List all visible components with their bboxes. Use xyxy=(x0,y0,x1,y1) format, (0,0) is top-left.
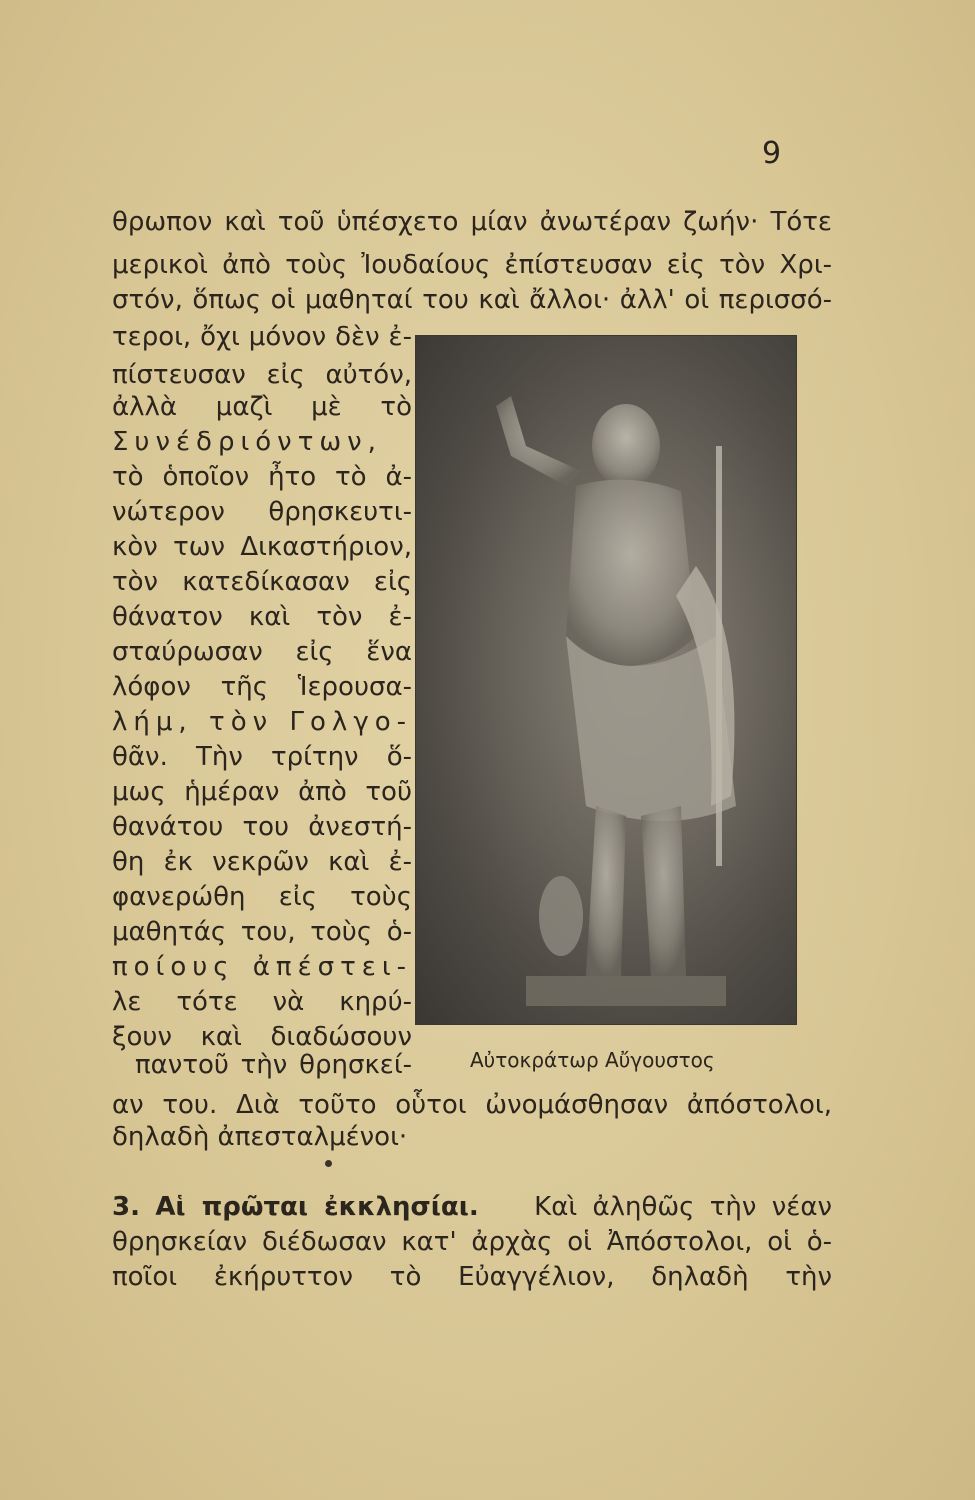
text-line: μαθητάς του, τοὺς ὁ- xyxy=(112,917,412,947)
text-line: θάνατον καὶ τὸν ἐ- xyxy=(112,602,412,632)
page-number: 9 xyxy=(762,136,782,171)
section-first-line xyxy=(112,1190,832,1224)
text-line: τὸ ὁποῖον ἦτο τὸ ἀ- xyxy=(112,462,412,492)
text-line: ποῖοι ἐκήρυττον τὸ Εὐαγγέλιον, δηλαδὴ τὴν xyxy=(112,1262,832,1292)
text-line: στόν, ὅπως οἱ μαθηταί του καὶ ἄλλοι· ἀλλ' οἱ περισσό- xyxy=(112,285,832,315)
statue-illustration xyxy=(416,336,796,1024)
text-line: μερικοὶ ἀπὸ τοὺς Ἰουδαίους ἐπίστευσαν εἰς τὸν Χρι- xyxy=(112,250,832,280)
text-line: λόφον τῆς Ἱερουσα- xyxy=(112,672,412,702)
text-line: θανάτου του ἀνεστή- xyxy=(112,812,412,842)
text-line: δηλαδὴ ἀπεσταλμένοι· xyxy=(112,1122,408,1152)
text-line: τὸν κατεδίκασαν εἰς xyxy=(112,567,412,597)
separator-dot xyxy=(325,1160,332,1167)
text-line: θᾶν. Τὴν τρίτην ὅ- xyxy=(112,742,412,772)
text-line: θη ἐκ νεκρῶν καὶ ἐ- xyxy=(112,847,412,877)
text-line: παντοῦ τὴν θρησκεί- xyxy=(135,1050,412,1080)
text-line: πίστευσαν εἰς αὐτόν, xyxy=(112,360,412,390)
text-line: ἀλλὰ μαζὶ μὲ τὸ xyxy=(112,392,412,422)
text-line: ποίους ἀπέστει- xyxy=(112,952,412,982)
text-line: ξουν καὶ διαδώσουν xyxy=(112,1022,412,1052)
section-number: 3. xyxy=(112,1192,140,1222)
section-title: Αἱ πρῶται ἐκκλησίαι. xyxy=(155,1192,479,1222)
augustus-statue-photo xyxy=(415,335,797,1025)
section-text: Καὶ ἀληθῶς τὴν νέαν xyxy=(534,1192,832,1222)
text-line: αν του. Διὰ τοῦτο οὗτοι ὠνομάσθησαν ἀπόστολοι, xyxy=(112,1090,832,1120)
text-line: Συνέδριόντων, xyxy=(112,427,382,457)
text-line: νώτερον θρησκευτι- xyxy=(112,497,412,527)
text-line: κὸν των Δικαστήριον, xyxy=(112,532,412,562)
text-line: φανερώθη εἰς τοὺς xyxy=(112,882,412,912)
text-line: μως ἡμέραν ἀπὸ τοῦ xyxy=(112,777,412,807)
text-line: λήμ, τὸν Γολγο- xyxy=(112,707,412,737)
text-line: σταύρωσαν εἰς ἕνα xyxy=(112,637,412,667)
text-line: τεροι, ὄχι μόνον δὲν ἐ- xyxy=(112,322,412,352)
figure-caption: Αὐτοκράτωρ Αὔγουστος xyxy=(470,1048,715,1072)
text-line: λε τότε νὰ κηρύ- xyxy=(112,987,412,1017)
text-line: θρωπον καὶ τοῦ ὑπέσχετο μίαν ἀνωτέραν ζωήν· Τότε xyxy=(112,207,832,237)
text-line: θρησκείαν διέδωσαν κατ' ἀρχὰς οἱ Ἀπόστολοι, οἱ ὁ- xyxy=(112,1227,832,1257)
